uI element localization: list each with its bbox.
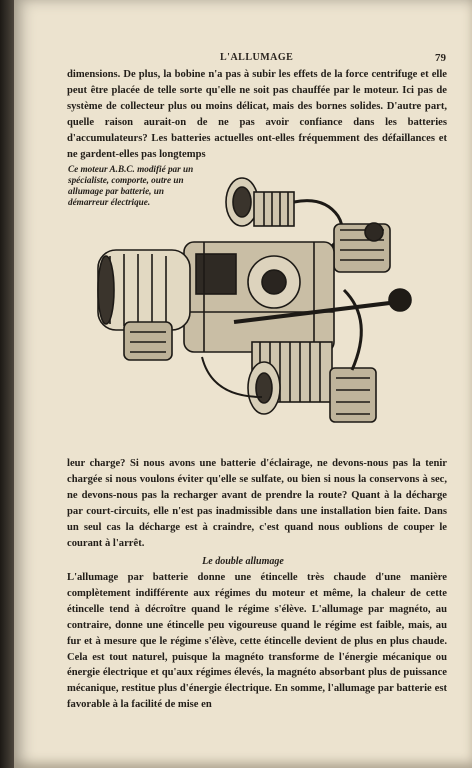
body-paragraph-3: L'allumage par batterie donne une étincelle très chaude d'une manière complètement indifférente aux régimes du moteur et même, la chaleur de cette étincelle tend à décroître quand le régime s'élève. L'allumage par magnéto, au contraire, donne une étincelle peu vigoureuse quand le régime est faible, mais, au fur et à mesure que le régime s'élève, cette étincelle devient de plus en plus chaude. Cela est tout naturel, puisque la magnéto transforme de l'énergie mécanique ou énergie électrique et qu'aux régimes élevés, la magnéto absorbant plus de puissance mécanique, restitue plus d'énergie électrique. En somme, l'allumage par batterie est favorable à la facilité de mise en	[67, 572, 447, 711]
engine-illustration	[84, 172, 424, 442]
section-heading: Le double allumage	[202, 556, 284, 567]
book-page	[14, 0, 472, 768]
book-spine-shadow	[0, 0, 14, 768]
running-head: L'ALLUMAGE	[220, 52, 294, 63]
page-header	[14, 52, 472, 68]
figure-caption: Ce moteur A.B.C. modifié par un spécialiste, comporte, outre un allumage par batterie, un démarreur électrique.	[68, 164, 194, 207]
body-paragraph-1: dimensions. De plus, la bobine n'a pas à subir les effets de la force centrifuge et elle peut être placée de telle sorte qu'elle ne soit pas chauffée par le moteur. Ici pas de système de collecteur plus ou moins délicat, mais des bornes solides. D'autre part, quelle raison aurait-on de ne pas avoir confiance dans les batteries d'accumulateurs? Les batteries actuelles ont-elles fréquemment des défaillances et ne gardent-elles pas longtemps	[67, 69, 447, 160]
page-number: 79	[435, 52, 446, 64]
body-paragraph-2: leur charge? Si nous avons une batterie d'éclairage, ne devons-nous pas la tenir chargée si nous voulons éviter qu'elle se sulfate, ou bien si nous la conservons à sec, ne devons-nous pas la recharger avant de prendre la route? Quant à la décharge par court-circuits, elle n'est pas inadmissible dans une installation bien faite. Dans un seul cas la décharge est à craindre, c'est quand nous oublions de couper le courant à l'arrêt.	[67, 458, 447, 549]
